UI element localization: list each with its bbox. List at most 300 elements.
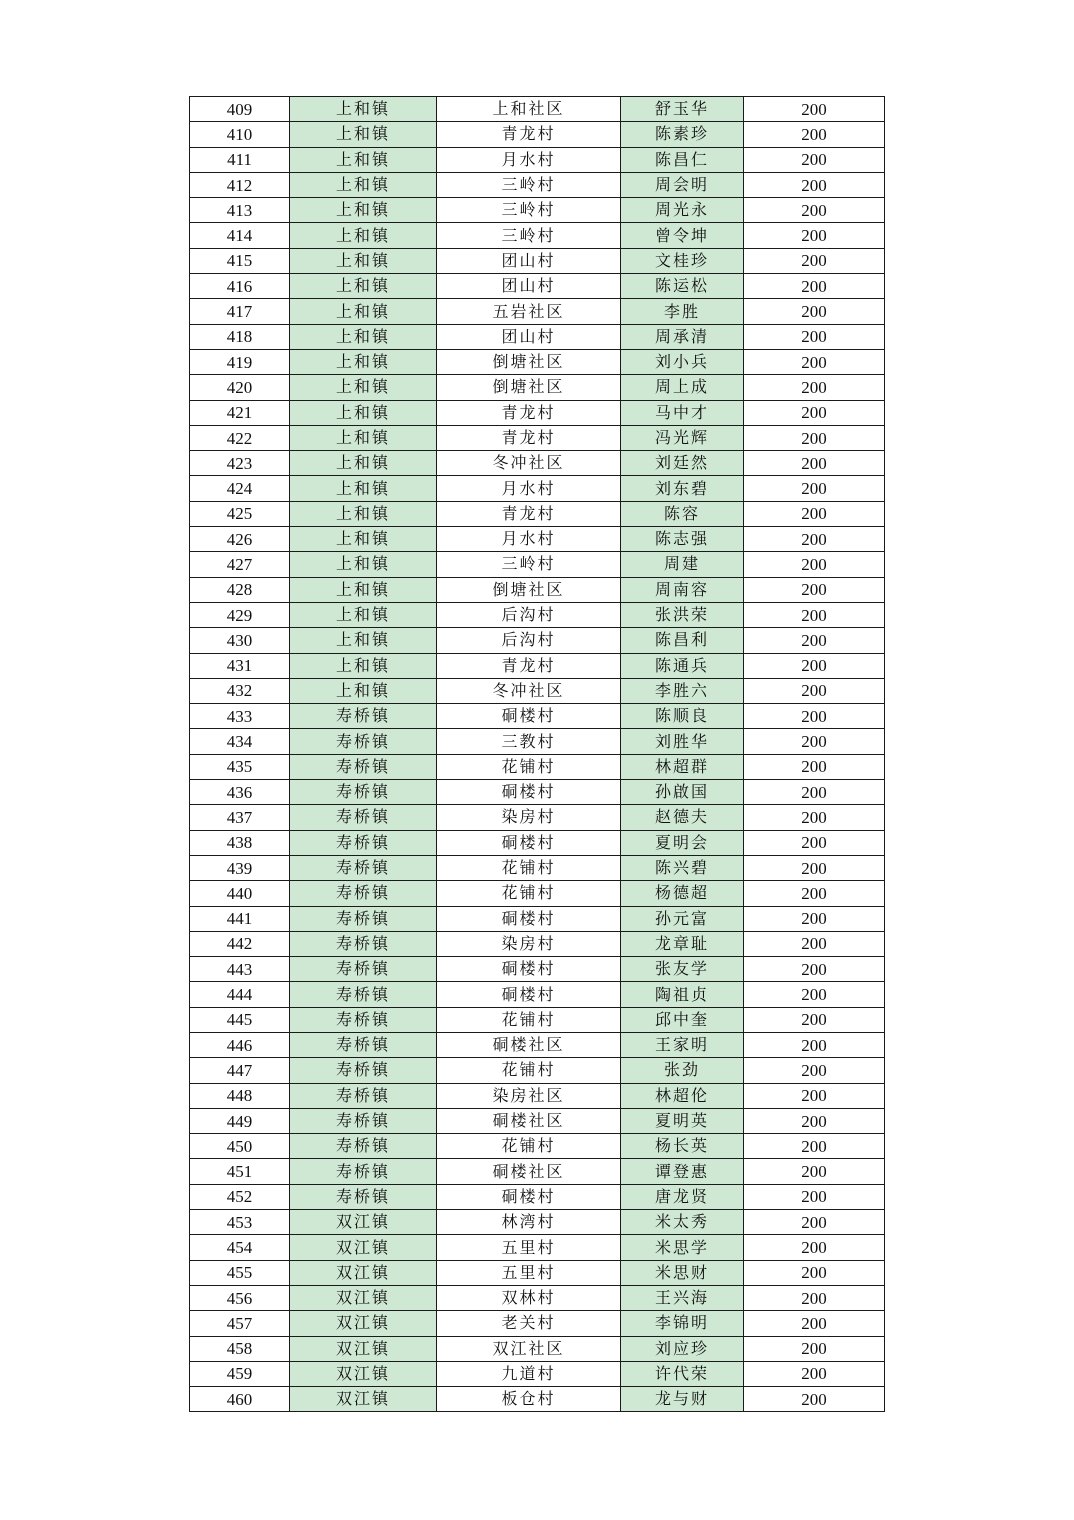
village-cell: 硐楼村 xyxy=(437,1184,621,1209)
recipient-name-cell: 陈兴碧 xyxy=(621,855,744,880)
town-cell: 上和镇 xyxy=(290,349,437,374)
town-cell: 上和镇 xyxy=(290,122,437,147)
amount-cell: 200 xyxy=(744,349,885,374)
village-cell: 上和社区 xyxy=(437,97,621,122)
recipient-name-cell: 周承清 xyxy=(621,324,744,349)
recipient-name-cell: 唐龙贤 xyxy=(621,1184,744,1209)
amount-cell: 200 xyxy=(744,1134,885,1159)
recipient-name-cell: 陈容 xyxy=(621,501,744,526)
recipient-name-cell: 文桂珍 xyxy=(621,248,744,273)
recipient-name-cell: 周会明 xyxy=(621,172,744,197)
town-cell: 上和镇 xyxy=(290,678,437,703)
table-row xyxy=(190,324,885,349)
row-number-cell: 415 xyxy=(190,248,290,273)
recipient-name-cell: 夏明英 xyxy=(621,1108,744,1133)
town-cell: 双江镇 xyxy=(290,1210,437,1235)
town-cell: 上和镇 xyxy=(290,324,437,349)
amount-cell: 200 xyxy=(744,1159,885,1184)
table-row xyxy=(190,1032,885,1057)
recipient-name-cell: 林超伦 xyxy=(621,1083,744,1108)
row-number-cell: 446 xyxy=(190,1032,290,1057)
table-row xyxy=(190,1285,885,1310)
town-cell: 上和镇 xyxy=(290,476,437,501)
row-number-cell: 436 xyxy=(190,780,290,805)
town-cell: 双江镇 xyxy=(290,1336,437,1361)
row-number-cell: 430 xyxy=(190,628,290,653)
row-number-cell: 440 xyxy=(190,881,290,906)
recipient-name-cell: 冯光辉 xyxy=(621,425,744,450)
recipient-name-cell: 陈运松 xyxy=(621,274,744,299)
village-cell: 团山村 xyxy=(437,248,621,273)
table-row xyxy=(190,97,885,122)
recipient-name-cell: 李锦明 xyxy=(621,1311,744,1336)
recipient-name-cell: 舒玉华 xyxy=(621,97,744,122)
amount-cell: 200 xyxy=(744,501,885,526)
recipient-name-cell: 马中才 xyxy=(621,400,744,425)
town-cell: 上和镇 xyxy=(290,223,437,248)
amount-cell: 200 xyxy=(744,1235,885,1260)
village-cell: 三教村 xyxy=(437,729,621,754)
recipient-name-cell: 王家明 xyxy=(621,1032,744,1057)
amount-cell: 200 xyxy=(744,198,885,223)
table-row xyxy=(190,754,885,779)
table-row xyxy=(190,274,885,299)
village-cell: 硐楼村 xyxy=(437,830,621,855)
table-row xyxy=(190,1159,885,1184)
village-cell: 双江社区 xyxy=(437,1336,621,1361)
town-cell: 寿桥镇 xyxy=(290,830,437,855)
table-row xyxy=(190,704,885,729)
row-number-cell: 425 xyxy=(190,501,290,526)
amount-cell: 200 xyxy=(744,982,885,1007)
village-cell: 花铺村 xyxy=(437,1134,621,1159)
table-row xyxy=(190,1134,885,1159)
town-cell: 寿桥镇 xyxy=(290,704,437,729)
roster-table xyxy=(189,96,885,1412)
village-cell: 九道村 xyxy=(437,1361,621,1386)
town-cell: 上和镇 xyxy=(290,527,437,552)
village-cell: 倒塘社区 xyxy=(437,577,621,602)
town-cell: 寿桥镇 xyxy=(290,729,437,754)
table-row xyxy=(190,1083,885,1108)
row-number-cell: 416 xyxy=(190,274,290,299)
recipient-name-cell: 陶祖贞 xyxy=(621,982,744,1007)
amount-cell: 200 xyxy=(744,957,885,982)
town-cell: 寿桥镇 xyxy=(290,1083,437,1108)
recipient-name-cell: 刘小兵 xyxy=(621,349,744,374)
table-row xyxy=(190,931,885,956)
recipient-name-cell: 张劲 xyxy=(621,1058,744,1083)
row-number-cell: 451 xyxy=(190,1159,290,1184)
town-cell: 上和镇 xyxy=(290,248,437,273)
town-cell: 上和镇 xyxy=(290,451,437,476)
town-cell: 双江镇 xyxy=(290,1235,437,1260)
row-number-cell: 457 xyxy=(190,1311,290,1336)
recipient-name-cell: 龙章耻 xyxy=(621,931,744,956)
recipient-name-cell: 陈志强 xyxy=(621,527,744,552)
row-number-cell: 444 xyxy=(190,982,290,1007)
table-row xyxy=(190,729,885,754)
table-row xyxy=(190,678,885,703)
row-number-cell: 420 xyxy=(190,375,290,400)
row-number-cell: 445 xyxy=(190,1007,290,1032)
recipient-name-cell: 谭登惠 xyxy=(621,1159,744,1184)
table-row xyxy=(190,451,885,476)
town-cell: 寿桥镇 xyxy=(290,1032,437,1057)
table-row xyxy=(190,1235,885,1260)
table-row xyxy=(190,476,885,501)
row-number-cell: 424 xyxy=(190,476,290,501)
row-number-cell: 439 xyxy=(190,855,290,880)
village-cell: 老关村 xyxy=(437,1311,621,1336)
amount-cell: 200 xyxy=(744,223,885,248)
village-cell: 三岭村 xyxy=(437,552,621,577)
row-number-cell: 421 xyxy=(190,400,290,425)
table-row xyxy=(190,552,885,577)
table-row xyxy=(190,1387,885,1412)
village-cell: 染房村 xyxy=(437,931,621,956)
row-number-cell: 417 xyxy=(190,299,290,324)
town-cell: 上和镇 xyxy=(290,147,437,172)
amount-cell: 200 xyxy=(744,602,885,627)
row-number-cell: 441 xyxy=(190,906,290,931)
recipient-name-cell: 张友学 xyxy=(621,957,744,982)
table-row xyxy=(190,577,885,602)
table-row xyxy=(190,780,885,805)
town-cell: 双江镇 xyxy=(290,1260,437,1285)
table-row xyxy=(190,172,885,197)
town-cell: 上和镇 xyxy=(290,552,437,577)
town-cell: 寿桥镇 xyxy=(290,957,437,982)
village-cell: 青龙村 xyxy=(437,425,621,450)
table-row xyxy=(190,375,885,400)
table-row xyxy=(190,1007,885,1032)
amount-cell: 200 xyxy=(744,274,885,299)
table-row xyxy=(190,248,885,273)
village-cell: 后沟村 xyxy=(437,628,621,653)
amount-cell: 200 xyxy=(744,1083,885,1108)
town-cell: 上和镇 xyxy=(290,299,437,324)
table-row xyxy=(190,906,885,931)
amount-cell: 200 xyxy=(744,704,885,729)
table-row xyxy=(190,1058,885,1083)
town-cell: 上和镇 xyxy=(290,97,437,122)
village-cell: 青龙村 xyxy=(437,400,621,425)
amount-cell: 200 xyxy=(744,476,885,501)
recipient-name-cell: 刘廷然 xyxy=(621,451,744,476)
amount-cell: 200 xyxy=(744,172,885,197)
table-row xyxy=(190,349,885,374)
row-number-cell: 413 xyxy=(190,198,290,223)
town-cell: 双江镇 xyxy=(290,1387,437,1412)
amount-cell: 200 xyxy=(744,1361,885,1386)
roster-page xyxy=(189,96,884,1412)
amount-cell: 200 xyxy=(744,881,885,906)
amount-cell: 200 xyxy=(744,577,885,602)
village-cell: 青龙村 xyxy=(437,122,621,147)
town-cell: 上和镇 xyxy=(290,577,437,602)
village-cell: 团山村 xyxy=(437,274,621,299)
row-number-cell: 431 xyxy=(190,653,290,678)
village-cell: 五里村 xyxy=(437,1235,621,1260)
village-cell: 硐楼社区 xyxy=(437,1108,621,1133)
row-number-cell: 428 xyxy=(190,577,290,602)
recipient-name-cell: 张洪荣 xyxy=(621,602,744,627)
amount-cell: 200 xyxy=(744,1032,885,1057)
table-row xyxy=(190,425,885,450)
table-row xyxy=(190,1184,885,1209)
row-number-cell: 419 xyxy=(190,349,290,374)
amount-cell: 200 xyxy=(744,1336,885,1361)
amount-cell: 200 xyxy=(744,678,885,703)
row-number-cell: 435 xyxy=(190,754,290,779)
row-number-cell: 410 xyxy=(190,122,290,147)
recipient-name-cell: 王兴海 xyxy=(621,1285,744,1310)
amount-cell: 200 xyxy=(744,1184,885,1209)
town-cell: 寿桥镇 xyxy=(290,906,437,931)
village-cell: 后沟村 xyxy=(437,602,621,627)
village-cell: 五里村 xyxy=(437,1260,621,1285)
row-number-cell: 437 xyxy=(190,805,290,830)
village-cell: 染房社区 xyxy=(437,1083,621,1108)
table-row xyxy=(190,957,885,982)
town-cell: 上和镇 xyxy=(290,628,437,653)
town-cell: 上和镇 xyxy=(290,425,437,450)
town-cell: 上和镇 xyxy=(290,375,437,400)
amount-cell: 200 xyxy=(744,400,885,425)
table-row xyxy=(190,1361,885,1386)
village-cell: 五岩社区 xyxy=(437,299,621,324)
recipient-name-cell: 刘应珍 xyxy=(621,1336,744,1361)
recipient-name-cell: 孙啟国 xyxy=(621,780,744,805)
village-cell: 青龙村 xyxy=(437,653,621,678)
recipient-name-cell: 陈昌仁 xyxy=(621,147,744,172)
amount-cell: 200 xyxy=(744,1210,885,1235)
village-cell: 染房村 xyxy=(437,805,621,830)
table-row xyxy=(190,400,885,425)
amount-cell: 200 xyxy=(744,628,885,653)
recipient-name-cell: 周建 xyxy=(621,552,744,577)
row-number-cell: 456 xyxy=(190,1285,290,1310)
recipient-name-cell: 周上成 xyxy=(621,375,744,400)
recipient-name-cell: 林超群 xyxy=(621,754,744,779)
row-number-cell: 450 xyxy=(190,1134,290,1159)
row-number-cell: 442 xyxy=(190,931,290,956)
row-number-cell: 422 xyxy=(190,425,290,450)
town-cell: 寿桥镇 xyxy=(290,805,437,830)
row-number-cell: 423 xyxy=(190,451,290,476)
village-cell: 板仓村 xyxy=(437,1387,621,1412)
town-cell: 上和镇 xyxy=(290,653,437,678)
amount-cell: 200 xyxy=(744,805,885,830)
recipient-name-cell: 周南容 xyxy=(621,577,744,602)
town-cell: 寿桥镇 xyxy=(290,1108,437,1133)
table-row xyxy=(190,223,885,248)
village-cell: 花铺村 xyxy=(437,1007,621,1032)
village-cell: 倒塘社区 xyxy=(437,349,621,374)
amount-cell: 200 xyxy=(744,527,885,552)
amount-cell: 200 xyxy=(744,906,885,931)
recipient-name-cell: 陈素珍 xyxy=(621,122,744,147)
village-cell: 月水村 xyxy=(437,476,621,501)
recipient-name-cell: 周光永 xyxy=(621,198,744,223)
table-row xyxy=(190,198,885,223)
recipient-name-cell: 李胜 xyxy=(621,299,744,324)
amount-cell: 200 xyxy=(744,299,885,324)
recipient-name-cell: 刘东碧 xyxy=(621,476,744,501)
town-cell: 寿桥镇 xyxy=(290,754,437,779)
row-number-cell: 418 xyxy=(190,324,290,349)
row-number-cell: 460 xyxy=(190,1387,290,1412)
recipient-name-cell: 米太秀 xyxy=(621,1210,744,1235)
village-cell: 花铺村 xyxy=(437,855,621,880)
town-cell: 寿桥镇 xyxy=(290,982,437,1007)
town-cell: 寿桥镇 xyxy=(290,931,437,956)
village-cell: 冬冲社区 xyxy=(437,678,621,703)
amount-cell: 200 xyxy=(744,147,885,172)
row-number-cell: 449 xyxy=(190,1108,290,1133)
amount-cell: 200 xyxy=(744,754,885,779)
row-number-cell: 427 xyxy=(190,552,290,577)
town-cell: 寿桥镇 xyxy=(290,1159,437,1184)
amount-cell: 200 xyxy=(744,855,885,880)
recipient-name-cell: 陈通兵 xyxy=(621,653,744,678)
village-cell: 硐楼村 xyxy=(437,780,621,805)
town-cell: 上和镇 xyxy=(290,198,437,223)
village-cell: 三岭村 xyxy=(437,172,621,197)
village-cell: 月水村 xyxy=(437,147,621,172)
village-cell: 花铺村 xyxy=(437,1058,621,1083)
table-row xyxy=(190,501,885,526)
row-number-cell: 434 xyxy=(190,729,290,754)
village-cell: 团山村 xyxy=(437,324,621,349)
row-number-cell: 409 xyxy=(190,97,290,122)
recipient-name-cell: 邱中奎 xyxy=(621,1007,744,1032)
town-cell: 双江镇 xyxy=(290,1311,437,1336)
row-number-cell: 432 xyxy=(190,678,290,703)
table-row xyxy=(190,527,885,552)
row-number-cell: 411 xyxy=(190,147,290,172)
row-number-cell: 414 xyxy=(190,223,290,248)
recipient-name-cell: 刘胜华 xyxy=(621,729,744,754)
row-number-cell: 438 xyxy=(190,830,290,855)
recipient-name-cell: 李胜六 xyxy=(621,678,744,703)
village-cell: 青龙村 xyxy=(437,501,621,526)
row-number-cell: 443 xyxy=(190,957,290,982)
amount-cell: 200 xyxy=(744,1285,885,1310)
recipient-name-cell: 赵德夫 xyxy=(621,805,744,830)
row-number-cell: 448 xyxy=(190,1083,290,1108)
village-cell: 硐楼村 xyxy=(437,982,621,1007)
village-cell: 硐楼社区 xyxy=(437,1032,621,1057)
table-row xyxy=(190,299,885,324)
table-row xyxy=(190,1108,885,1133)
recipient-name-cell: 陈昌利 xyxy=(621,628,744,653)
row-number-cell: 433 xyxy=(190,704,290,729)
village-cell: 硐楼村 xyxy=(437,957,621,982)
amount-cell: 200 xyxy=(744,1311,885,1336)
row-number-cell: 412 xyxy=(190,172,290,197)
row-number-cell: 452 xyxy=(190,1184,290,1209)
row-number-cell: 459 xyxy=(190,1361,290,1386)
amount-cell: 200 xyxy=(744,1260,885,1285)
table-row xyxy=(190,805,885,830)
table-row xyxy=(190,653,885,678)
row-number-cell: 454 xyxy=(190,1235,290,1260)
town-cell: 寿桥镇 xyxy=(290,855,437,880)
town-cell: 双江镇 xyxy=(290,1285,437,1310)
recipient-name-cell: 陈顺良 xyxy=(621,704,744,729)
village-cell: 花铺村 xyxy=(437,754,621,779)
amount-cell: 200 xyxy=(744,425,885,450)
amount-cell: 200 xyxy=(744,1058,885,1083)
table-row xyxy=(190,1260,885,1285)
table-row xyxy=(190,982,885,1007)
amount-cell: 200 xyxy=(744,324,885,349)
village-cell: 花铺村 xyxy=(437,881,621,906)
table-row xyxy=(190,147,885,172)
amount-cell: 200 xyxy=(744,1007,885,1032)
row-number-cell: 453 xyxy=(190,1210,290,1235)
recipient-name-cell: 杨长英 xyxy=(621,1134,744,1159)
table-row xyxy=(190,1210,885,1235)
amount-cell: 200 xyxy=(744,1108,885,1133)
village-cell: 硐楼社区 xyxy=(437,1159,621,1184)
amount-cell: 200 xyxy=(744,830,885,855)
recipient-name-cell: 曾令坤 xyxy=(621,223,744,248)
village-cell: 月水村 xyxy=(437,527,621,552)
recipient-name-cell: 夏明会 xyxy=(621,830,744,855)
row-number-cell: 429 xyxy=(190,602,290,627)
recipient-name-cell: 许代荣 xyxy=(621,1361,744,1386)
amount-cell: 200 xyxy=(744,122,885,147)
recipient-name-cell: 杨德超 xyxy=(621,881,744,906)
town-cell: 寿桥镇 xyxy=(290,780,437,805)
table-row xyxy=(190,628,885,653)
recipient-name-cell: 米思财 xyxy=(621,1260,744,1285)
table-row xyxy=(190,122,885,147)
table-row xyxy=(190,1336,885,1361)
village-cell: 倒塘社区 xyxy=(437,375,621,400)
village-cell: 硐楼村 xyxy=(437,704,621,729)
amount-cell: 200 xyxy=(744,97,885,122)
amount-cell: 200 xyxy=(744,1387,885,1412)
amount-cell: 200 xyxy=(744,552,885,577)
amount-cell: 200 xyxy=(744,653,885,678)
amount-cell: 200 xyxy=(744,451,885,476)
town-cell: 上和镇 xyxy=(290,172,437,197)
village-cell: 冬冲社区 xyxy=(437,451,621,476)
table-row xyxy=(190,830,885,855)
village-cell: 硐楼村 xyxy=(437,906,621,931)
row-number-cell: 426 xyxy=(190,527,290,552)
table-row xyxy=(190,602,885,627)
amount-cell: 200 xyxy=(744,780,885,805)
town-cell: 寿桥镇 xyxy=(290,1134,437,1159)
town-cell: 上和镇 xyxy=(290,400,437,425)
row-number-cell: 458 xyxy=(190,1336,290,1361)
row-number-cell: 455 xyxy=(190,1260,290,1285)
town-cell: 双江镇 xyxy=(290,1361,437,1386)
amount-cell: 200 xyxy=(744,931,885,956)
village-cell: 三岭村 xyxy=(437,223,621,248)
table-row xyxy=(190,1311,885,1336)
row-number-cell: 447 xyxy=(190,1058,290,1083)
table-row xyxy=(190,881,885,906)
village-cell: 双林村 xyxy=(437,1285,621,1310)
town-cell: 寿桥镇 xyxy=(290,1058,437,1083)
town-cell: 寿桥镇 xyxy=(290,1007,437,1032)
